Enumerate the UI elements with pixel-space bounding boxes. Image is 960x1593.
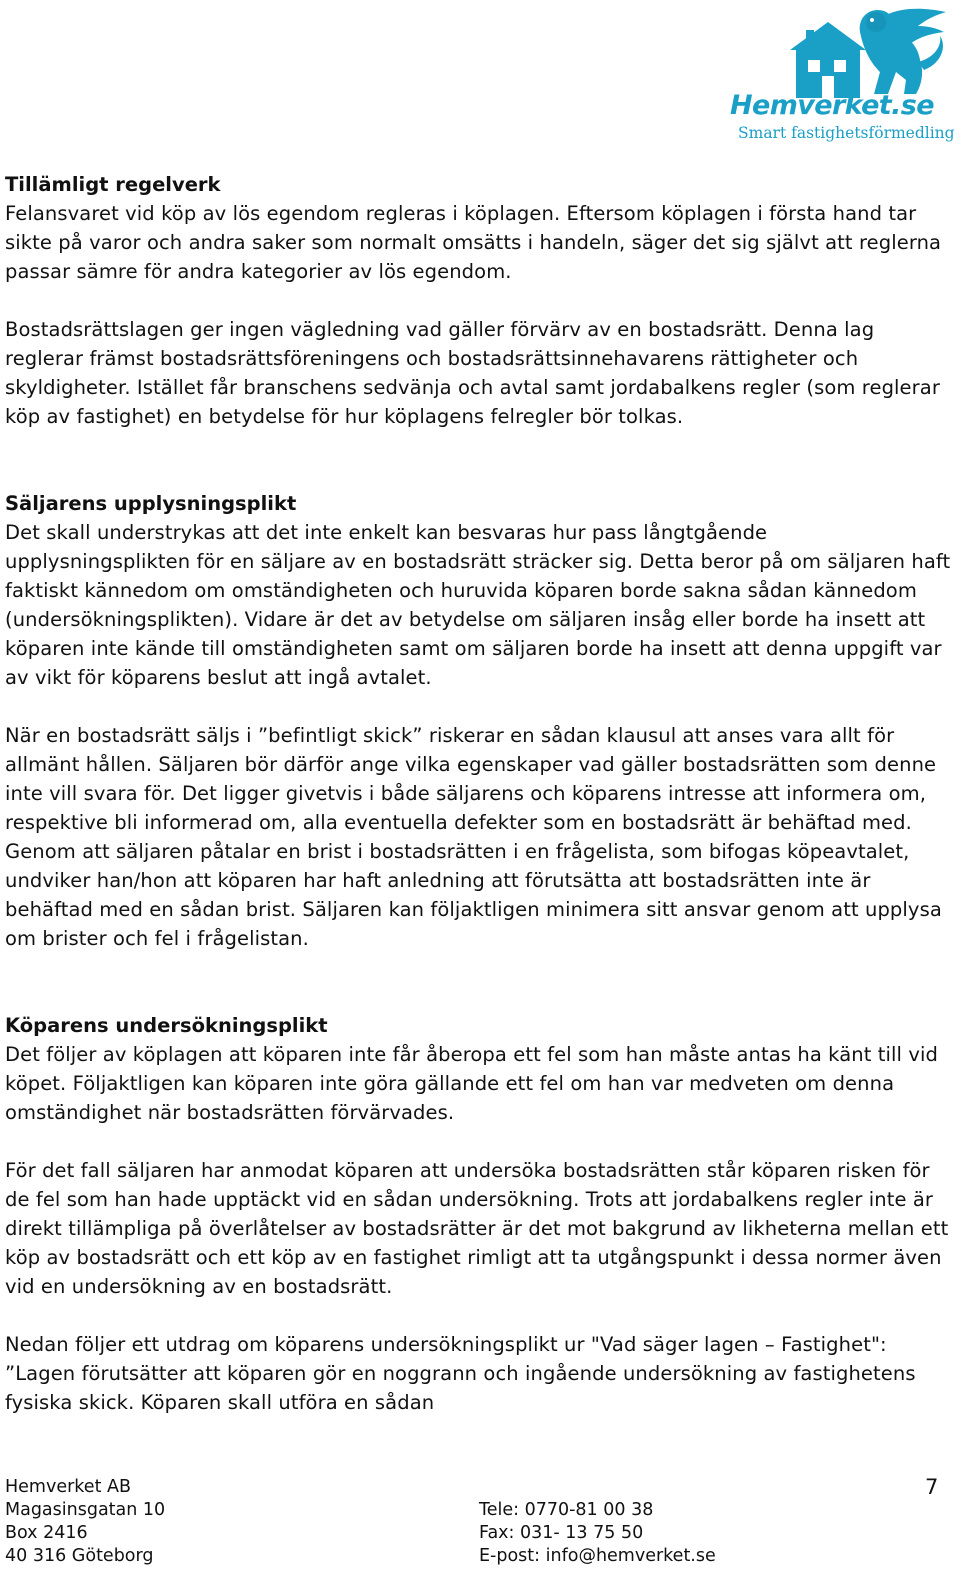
paragraph: För det fall säljaren har anmodat köparen att undersöka bostadsrätten står köparen risken för de fel som han hade upptäckt vid en sådan undersökning. Trots att jordabalkens regler inte är direkt tillämpliga på överlåtelser av bostadsrätter är det mot bakgrund av likheterna mellan ett köp av bostadsrätt och ett köp av en fastighet rimligt att ta utgångspunkt i dessa normer även vid en undersökning av en bostadsrätt. [5,1159,949,1298]
paragraph: Nedan följer ett utdrag om köparens undersökningsplikt ur "Vad säger lagen – Fastighet": ”Lagen förutsätter att köparen gör en noggrann och ingående undersökning av fastighetens fysiska skick. Köparen skall utföra en sådan [5,1333,916,1414]
section-heading-regelverk: Tillämligt regelverk [5,173,221,196]
paragraph: Felansvaret vid köp av lös egendom regleras i köplagen. Eftersom köplagen i första hand tar sikte på varor och andra saker som normalt omsätts i handeln, säger det sig självt att reglerna passar sämre för andra kategorier av lös egendom. [5,202,942,283]
page-footer [5,1474,955,1593]
section-heading-upplysningsplikt: Säljarens upplysningsplikt [5,492,297,515]
paragraph: Bostadsrättslagen ger ingen vägledning vad gäller förvärv av en bostadsrätt. Denna lag reglerar främst bostadsrättsföreningens och bostadsrättsinnehavarens rättigheter och skyldigheter. Istället får branschens sedvänja och avtal samt jordabalkens regler (som reglerar köp av fastighet) en betydelse för hur köplagens felregler bör tolkas. [5,318,940,428]
footer-city: 40 316 Göteborg [5,1546,154,1566]
footer-street: Magasinsgatan 10 [5,1500,166,1520]
footer-company: Hemverket AB [5,1477,131,1497]
footer-phone: Tele: 0770-81 00 38 [479,1500,654,1520]
document-body [5,170,955,1417]
paragraph: När en bostadsrätt säljs i ”befintligt skick” riskerar en sådan klausul att anses vara allt för allmänt hållen. Säljaren bör därför ange vilka egenskaper vad gäller bostadsrätten som denne inte vill svara för. Det ligger givetvis i både säljarens och köparens intresse att informera om, respektive bli informerad om, alla eventuella defekter som en bostadsrätt är behäftad med. Genom att säljaren påtalar en brist i bostadsrätten i en frågelista, som bifogas köpeavtalet, undviker han/hon att köparen har haft anledning att förutsätta att bostadsrätten inte är behäftad med en sådan brist. Säljaren kan följaktligen minimera sitt ansvar genom att upplysa om brister och fel i frågelistan. [5,724,942,950]
footer-fax: Fax: 031- 13 75 50 [479,1523,644,1543]
section-heading-undersokningsplikt: Köparens undersökningsplikt [5,1014,328,1037]
paragraph: Det följer av köplagen att köparen inte får åberopa ett fel som han måste antas ha känt till vid köpet. Följaktligen kan köparen inte göra gällande ett fel om han var medveten om denna omständighet när bostadsrätten förvärvades. [5,1043,939,1124]
footer-box: Box 2416 [5,1523,88,1543]
page-number: 7 [925,1475,939,1499]
hemverket-logo [730,2,955,148]
logo-name: Hemverket.se [730,90,934,121]
paragraph: Det skall understrykas att det inte enkelt kan besvaras hur pass långtgående upplysningsplikten för en säljare av en bostadsrätt sträcker sig. Detta beror på om säljaren haft faktiskt kännedom om omständigheten och huruvida köparen borde sakna sådan kännedom (undersökningsplikten). Vidare är det av betydelse om säljaren insåg eller borde ha insett att köparen inte kände till omständigheten samt om säljaren borde ha insett att denna uppgift var av vikt för köparens beslut att ingå avtalet. [5,521,951,689]
lion-house-logo-icon [768,2,952,102]
logo-tagline: Smart fastighetsförmedling [738,124,955,142]
footer-email: E-post: info@hemverket.se [479,1546,716,1566]
